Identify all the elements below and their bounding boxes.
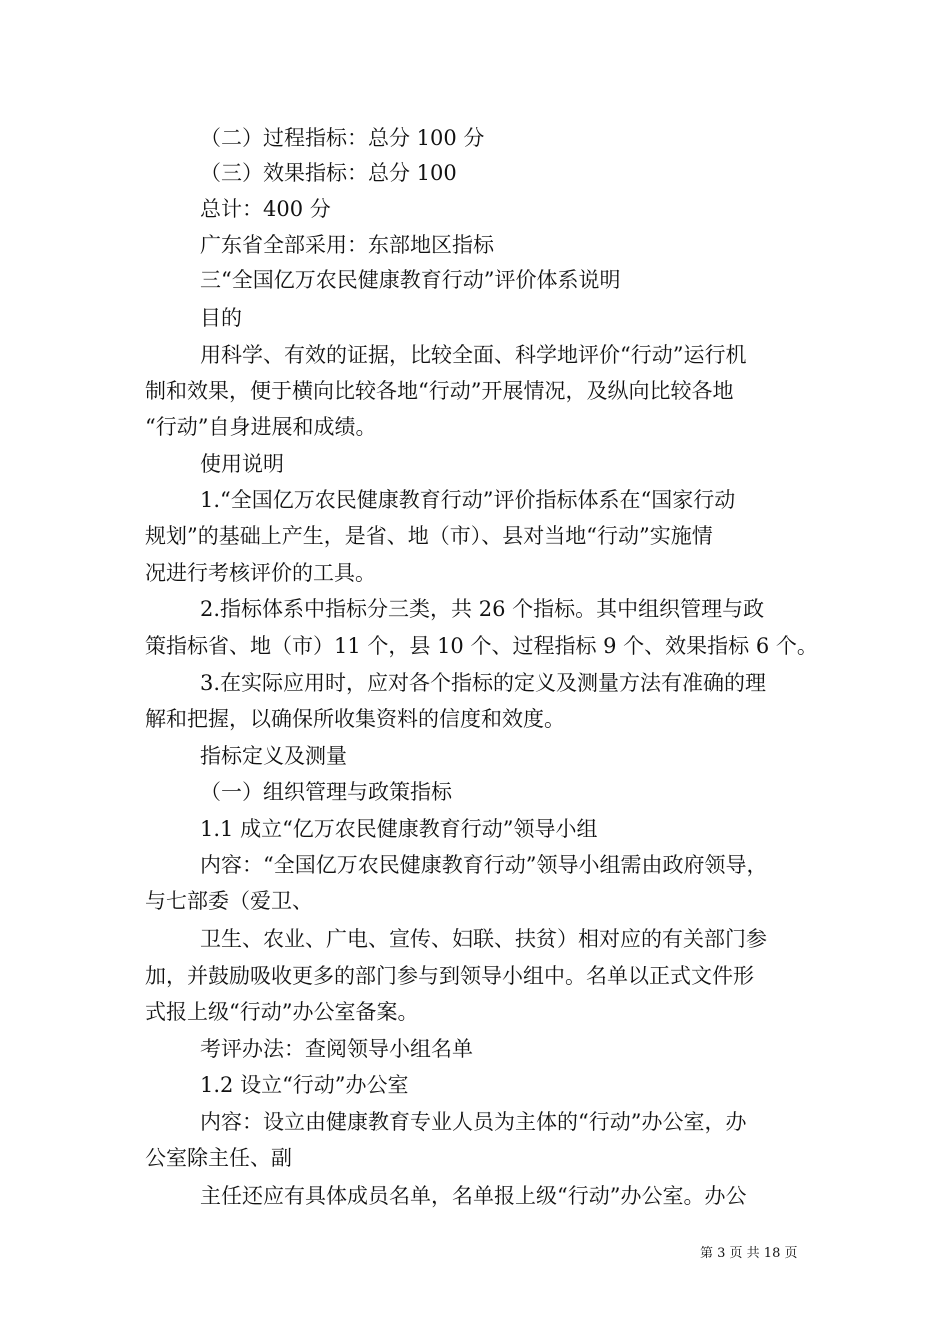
text-line: 加，并鼓励吸收更多的部门参与到领导小组中。名单以正式文件形 (145, 964, 754, 988)
text-line: 内容：设立由健康教育专业人员为主体的“行动”办公室，办 (200, 1110, 747, 1134)
text-line: 指标定义及测量 (200, 744, 347, 768)
text-line: 总计：400 分 (200, 197, 331, 221)
text-line: （一）组织管理与政策指标 (200, 780, 452, 804)
text-line: 1.1 成立“亿万农民健康教育行动”领导小组 (200, 817, 598, 841)
text-line: 使用说明 (200, 452, 284, 476)
text-line: 卫生、农业、广电、宣传、妇联、扶贫）相对应的有关部门参 (200, 927, 767, 951)
text-line: 目的 (200, 306, 242, 330)
text-line: 况进行考核评价的工具。 (145, 561, 376, 585)
text-line: 2.指标体系中指标分三类，共 26 个指标。其中组织管理与政 (200, 597, 765, 621)
text-line: 用科学、有效的证据，比较全面、科学地评价“行动”运行机 (200, 343, 747, 367)
text-line: “行动”自身进展和成绩。 (145, 415, 377, 439)
text-line: （二）过程指标：总分 100 分 (200, 126, 485, 150)
page-number-footer: 第 3 页 共 18 页 (700, 1246, 798, 1261)
text-line: 1.“全国亿万农民健康教育行动”评价指标体系在“国家行动 (200, 488, 736, 512)
text-line: 公室除主任、副 (145, 1146, 292, 1170)
text-line: 内容：“全国亿万农民健康教育行动”领导小组需由政府领导， (200, 853, 768, 877)
text-line: 3.在实际应用时，应对各个指标的定义及测量方法有准确的理 (200, 671, 767, 695)
text-line: 式报上级“行动”办公室备案。 (145, 1000, 419, 1024)
text-line: 解和把握，以确保所收集资料的信度和效度。 (145, 707, 565, 731)
text-line: 主任还应有具体成员名单，名单报上级“行动”办公室。办公 (200, 1184, 747, 1208)
text-line: 策指标省、地（市）11 个，县 10 个、过程指标 9 个、效果指标 6 个。 (145, 634, 818, 658)
text-line: 1.2 设立“行动”办公室 (200, 1073, 409, 1097)
text-line: 三“全国亿万农民健康教育行动”评价体系说明 (200, 268, 621, 292)
text-line: 广东省全部采用：东部地区指标 (200, 233, 494, 257)
text-line: 规划”的基础上产生，是省、地（市）、县对当地“行动”实施情 (145, 524, 713, 548)
text-line: 与七部委（爱卫、 (145, 889, 313, 913)
text-line: （三）效果指标：总分 100 (200, 161, 457, 185)
text-line: 制和效果，便于横向比较各地“行动”开展情况，及纵向比较各地 (145, 379, 734, 403)
text-line: 考评办法：查阅领导小组名单 (200, 1037, 473, 1061)
